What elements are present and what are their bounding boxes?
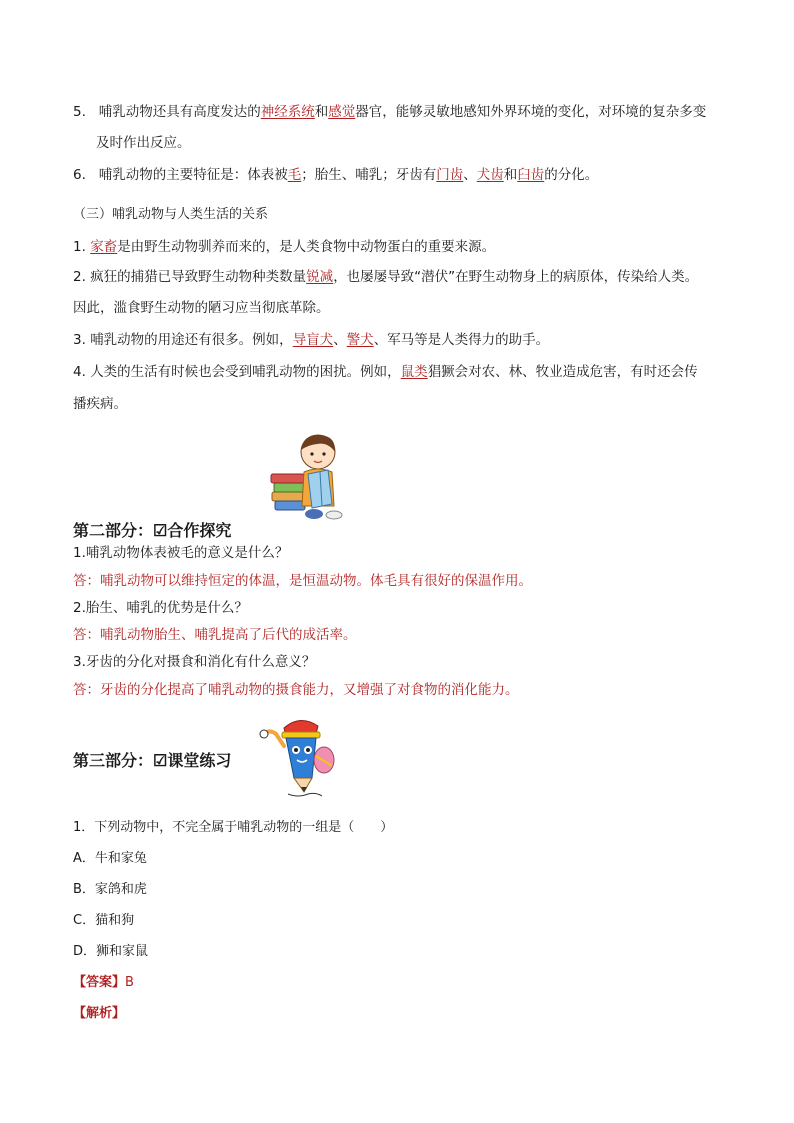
- keyword: 警犬: [346, 332, 374, 348]
- answer-3: 答：牙齿的分化提高了哺乳动物的摄食能力，又增强了对食物的消化能力。: [73, 682, 519, 698]
- relation-2-continuation: 因此，滥食野生动物的陋习应当彻底革除。: [73, 300, 330, 316]
- analysis-label: 【解析】: [73, 1006, 126, 1021]
- keyword: 导盲犬: [292, 332, 334, 348]
- keyword: 毛: [287, 167, 302, 183]
- part-2-title: 第二部分：☑合作探究: [73, 521, 232, 540]
- question-2: 2.胎生、哺乳的优势是什么？: [73, 600, 248, 616]
- answer-1: 答：哺乳动物可以维持恒定的体温，是恒温动物。体毛具有很好的保温作用。: [73, 573, 532, 589]
- exercise-question: 1．下列动物中，不完全属于哺乳动物的一组是（ ）: [73, 820, 394, 835]
- pencil-mascot-illustration: [258, 716, 342, 798]
- item-number: 6.: [73, 167, 86, 183]
- keyword: 臼齿: [517, 167, 545, 183]
- relation-1: 1. 家畜是由野生动物驯养而来的，是人类食物中动物蛋白的重要来源。: [73, 239, 496, 255]
- relation-4: 4. 人类的生活有时候也会受到哺乳动物的困扰。例如，鼠类猖獗会对农、林、牧业造成危害，有时还会传: [73, 364, 698, 380]
- answer-value: B: [125, 975, 134, 990]
- option-c: C．猫和狗: [73, 913, 135, 928]
- keyword: 门齿: [436, 167, 464, 183]
- answer-2: 答：哺乳动物胎生、哺乳提高了后代的成活率。: [73, 627, 357, 643]
- relation-2: 2. 疯狂的捕猎已导致野生动物种类数量锐减，也屡屡导致“潜伏”在野生动物身上的病原体，传染给人类。: [73, 269, 699, 285]
- reading-boy-icon: [270, 432, 354, 522]
- relation-4-continuation: 播疾病。: [73, 396, 127, 412]
- keyword: 感觉: [328, 104, 356, 120]
- item-5-continuation: 及时作出反应。: [96, 135, 191, 151]
- answer-label: 【答案】: [73, 975, 126, 990]
- part-3-title: 第三部分：☑课堂练习: [73, 751, 232, 770]
- option-a: A．牛和家兔: [73, 851, 147, 866]
- keyword: 犬齿: [476, 167, 504, 183]
- question-3: 3.牙齿的分化对摄食和消化有什么意义？: [73, 654, 316, 670]
- keyword: 鼠类: [400, 364, 428, 380]
- reading-boy-illustration: [270, 432, 354, 522]
- sub-heading: （三）哺乳动物与人类生活的关系: [73, 207, 269, 222]
- question-1: 1.哺乳动物体表被毛的意义是什么？: [73, 545, 289, 561]
- item-5: 5. 哺乳动物还具有高度发达的神经系统和感觉器官，能够灵敏地感知外界环境的变化，对环境的复杂多变: [73, 104, 707, 120]
- keyword: 神经系统: [260, 104, 315, 120]
- item-6: 6. 哺乳动物的主要特征是：体表被毛；胎生、哺乳；牙齿有门齿、犬齿和臼齿的分化。: [73, 167, 599, 183]
- pencil-mascot-icon: [258, 716, 342, 798]
- keyword: 家畜: [90, 239, 118, 255]
- item-number: 5.: [73, 104, 86, 120]
- answer-line: [73, 973, 134, 993]
- keyword: 锐减: [306, 269, 334, 285]
- option-d: D．狮和家鼠: [73, 944, 149, 959]
- option-b: B．家鸽和虎: [73, 882, 147, 897]
- relation-3: 3. 哺乳动物的用途还有很多。例如，导盲犬、警犬、军马等是人类得力的助手。: [73, 332, 550, 348]
